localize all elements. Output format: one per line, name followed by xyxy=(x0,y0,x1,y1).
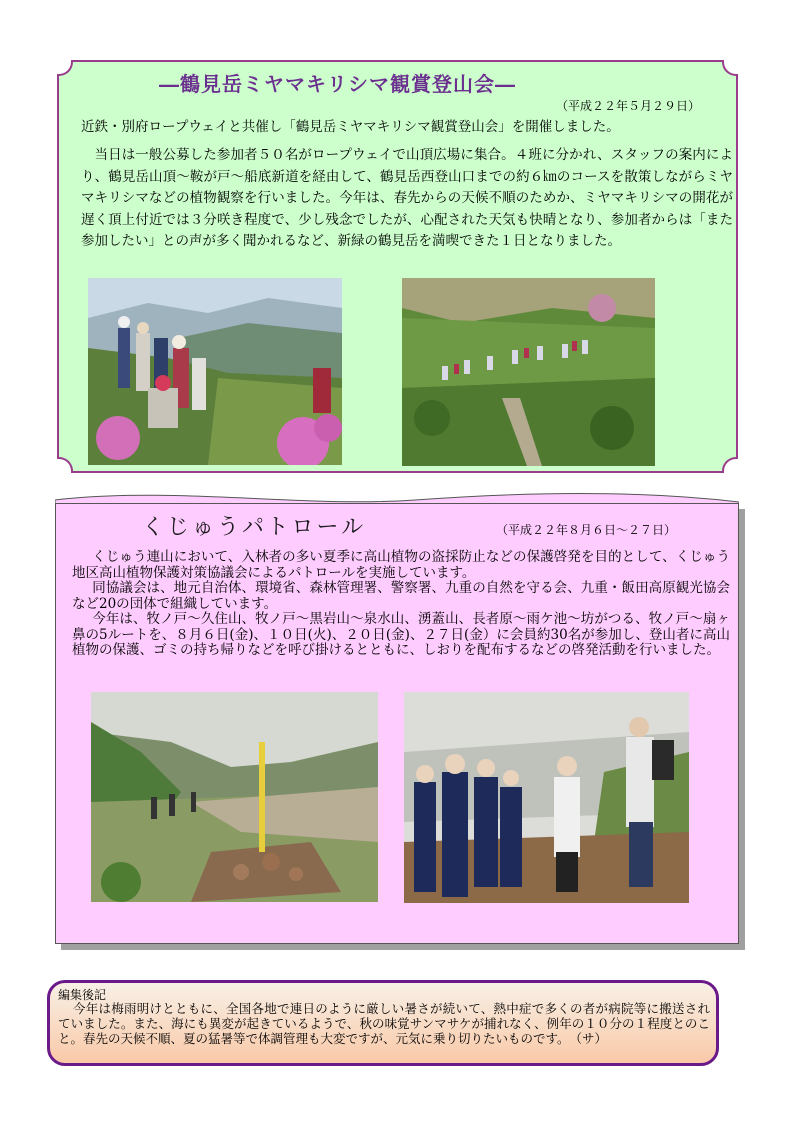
section2-paragraph: 今年は、牧ノ戸～久住山、牧ノ戸～黒岩山～泉水山、湧蓋山、長者原～雨ケ池～坊がつる、牧ノ戸～扇ヶ鼻の5ルートを、８月６日(金)、１０日(火)、２０日(金)、２７日(金）に会員約30名が参加し、登山者に高山植物の保護、ゴミの持ち帰りなどを呼び掛けるとともに、しおりを配布するなどの啓発活動を行いました。 xyxy=(72,611,730,658)
hikers-on-ridge-photo xyxy=(88,278,342,465)
section1-lead: 近鉄・別府ロープウェイと共催し「鶴見岳ミヤマキリシマ観賞登山会」を開催しました。 xyxy=(81,119,620,135)
hikers-on-slope-photo xyxy=(402,278,655,466)
section1-date: （平成２２年５月２９日） xyxy=(555,99,700,113)
misty-valley-signpost-photo xyxy=(91,692,378,902)
section1-title: ―鶴見岳ミヤマキリシマ観賞登山会― xyxy=(159,72,516,96)
section2-paragraph: 同協議会は、地元自治体、環境省、森林管理署、警察署、九重の自然を守る会、九重・飯田高原観光協会など20の団体で組織しています。 xyxy=(72,580,730,612)
panel-corner xyxy=(57,60,73,76)
editors-note-body: 今年は梅雨明けとともに、全国各地で連日のように厳しい暑さが続いて、熱中症で多くの者が病院等に搬送されていました。また、海にも異変が起きているようで、秋の味覚サンマサケが捕れなく、例年の１０分の１程度とのこと。春先の天候不順、夏の猛暑等で体調管理も大変ですが、元気に乗り切りたいものです。 （サ） xyxy=(58,1001,710,1046)
section2-body xyxy=(72,550,730,659)
panel-corner xyxy=(57,457,73,473)
kuju-patrol-panel xyxy=(55,503,739,944)
section1-body: 当日は一般公募した参加者５０名がロープウェイで山頂広場に集合。４班に分かれ、スタッフの案内により、鶴見岳山頂～鞍が戸～船底新道を経由して、鶴見岳西登山口までの約６㎞のコースを散策しながらミヤマキリシマなどの植物観察を行いました。今年は、春先からの天候不順のためか、ミヤマキリシマの開花が遅く頂上付近では３分咲き程度で、少し残念でしたが、心配された天気も快晴となり、参加者からは「また参加したい」との声が多く聞かれるなど、新緑の鶴見岳を満喫できた１日となりました。 xyxy=(81,147,733,249)
section2-title: くじゅうパトロール xyxy=(142,515,367,540)
mountain-climbing-event-panel xyxy=(57,60,738,473)
editors-note xyxy=(47,980,719,1066)
section2-paragraph: くじゅう連山において、入林者の多い夏季に高山植物の盗採防止などの保護啓発を目的として、くじゅう地区高山植物保護対策協議会によるパトロールを実施しています。 xyxy=(72,549,730,581)
section2-date: （平成２２年８月６日～２７日） xyxy=(496,523,677,537)
panel-corner xyxy=(722,457,738,473)
students-with-guide-photo xyxy=(404,692,689,903)
editors-note-title: 編集後記 xyxy=(58,988,107,1002)
panel-corner xyxy=(722,60,738,76)
